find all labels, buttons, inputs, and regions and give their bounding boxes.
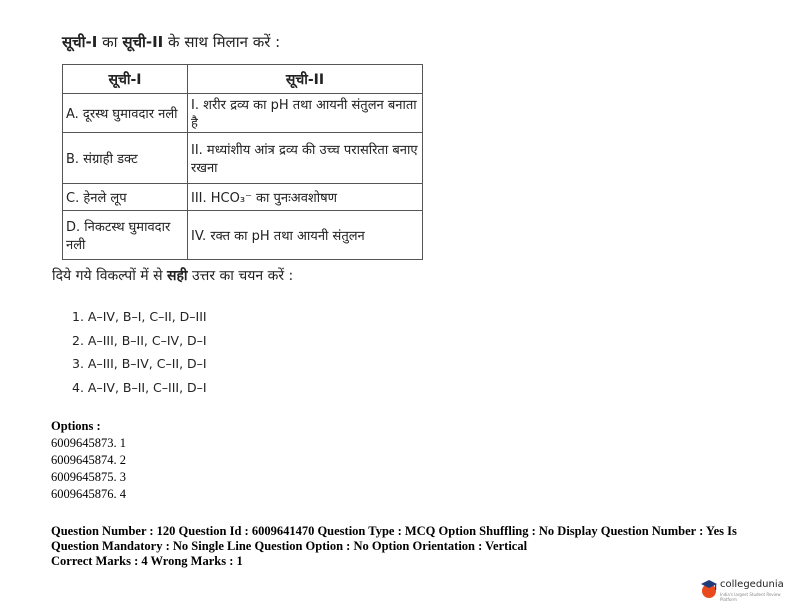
graduation-cap-icon [700, 578, 718, 600]
question-info [51, 524, 751, 569]
list-1-item: A. दूरस्थ घुमावदार नली [63, 94, 188, 133]
list-1-item: C. हेनले लूप [63, 184, 188, 211]
answer-choice: 1. A–IV, B–I, C–II, D–III [72, 309, 207, 324]
question-info-line: Question Number : 120 Question Id : 6009641470 Question Type : MCQ Option Shuffling : No Display Question Number : Yes Is Question Mandatory : No Single Line Question Option : No Option Orientation : Vertical [51, 524, 737, 553]
answer-choice: 3. A–III, B–IV, C–II, D–I [72, 356, 207, 371]
answer-choice: 2. A–III, B–II, C–IV, D–I [72, 332, 207, 348]
option-item: 6009645876. 4 [51, 487, 126, 501]
match-table [62, 64, 423, 260]
table-row [63, 184, 423, 211]
list-2-item: I. शरीर द्रव्य का pH तथा आयनी संतुलन बनाता है [188, 94, 423, 133]
question-instruction: सूची-I का सूची-II के साथ मिलान करें : [62, 33, 281, 51]
options-heading: Options : [51, 419, 101, 433]
table-row [63, 211, 423, 260]
collegedunia-logo [700, 578, 790, 602]
table-row [63, 133, 423, 184]
marks-line: Correct Marks : 4 Wrong Marks : 1 [51, 554, 243, 568]
list-1-item: B. संग्राही डक्ट [63, 133, 188, 184]
list-1-item: D. निकटस्थ घुमावदार नली [63, 211, 188, 260]
table-head-list-1: सूची-I [63, 65, 188, 94]
logo-name: collegedunia [720, 579, 784, 590]
logo-tagline: India's largest Student Review Platform [720, 592, 781, 602]
question-image [52, 32, 442, 403]
option-item: 6009645873. 1 [51, 436, 126, 450]
list-2-item: II. मध्यांशीय आंत्र द्रव्य की उच्च परासरिता बनाए रखना [188, 133, 423, 184]
answer-choices [72, 309, 442, 403]
table-row [63, 94, 423, 133]
answer-choice: 4. A–IV, B–II, C–III, D–I [72, 379, 207, 395]
option-item: 6009645874. 2 [51, 453, 126, 467]
list-2-item: III. HCO₃⁻ का पुनःअवशोषण [188, 184, 423, 211]
option-item: 6009645875. 3 [51, 470, 126, 484]
list-2-item: IV. रक्त का pH तथा आयनी संतुलन [188, 211, 423, 260]
table-head-list-2: सूची-II [188, 65, 423, 94]
question-prompt: दिये गये विकल्पों में से सही उत्तर का चयन करें : [52, 268, 294, 284]
